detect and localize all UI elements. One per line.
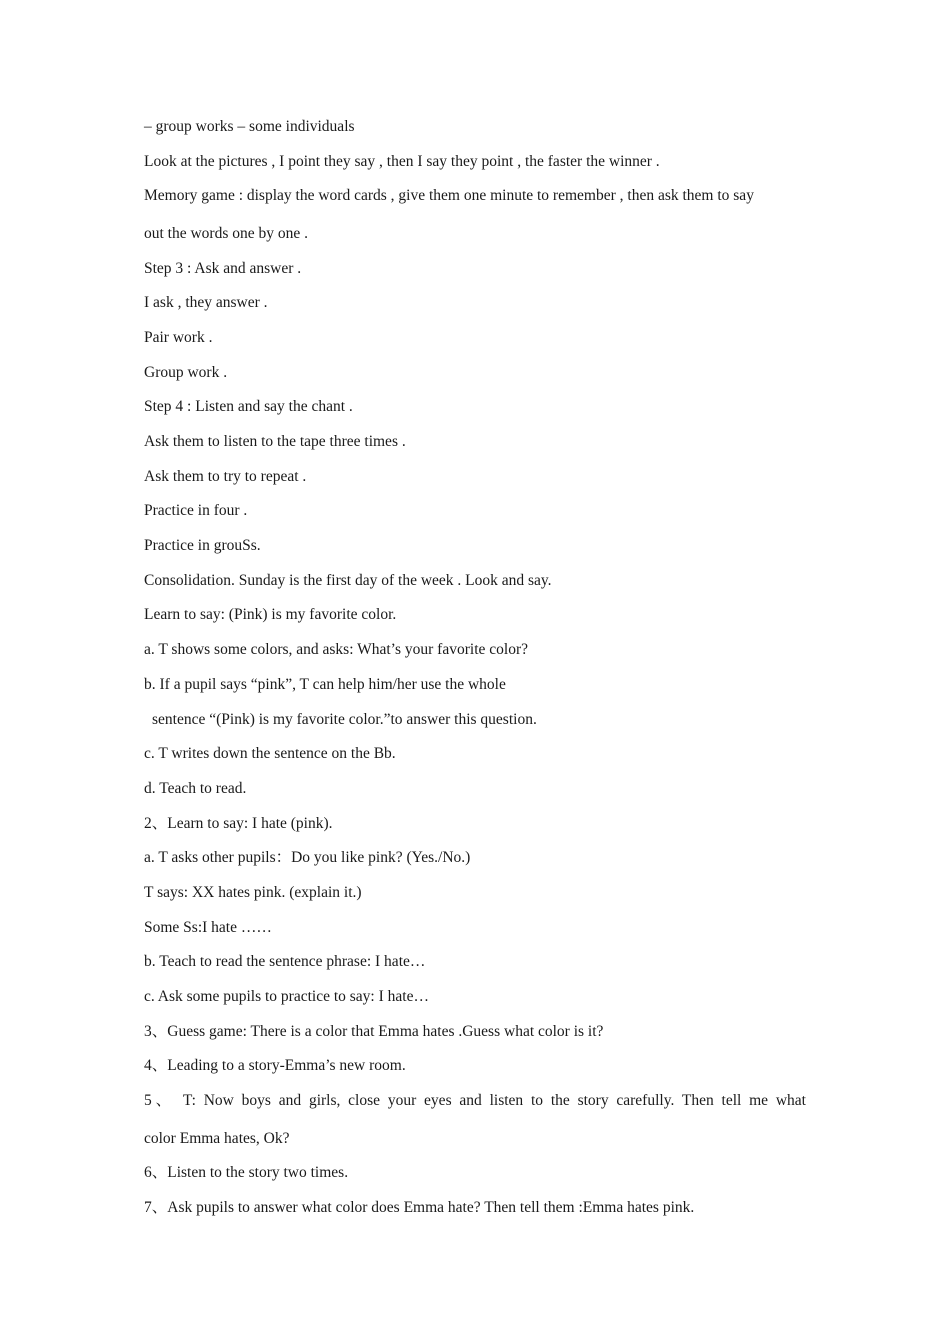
text-line: Ask them to try to repeat . [144,467,307,485]
text-line: Step 3 : Ask and answer . [144,259,302,277]
text-line: a. T asks other pupils：Do you like pink? (Yes./No.) [144,849,471,867]
text-line: b. If a pupil says “pink”, T can help him/her use the whole [144,675,506,693]
text-line: 3、Guess game: There is a color that Emma hates .Guess what color is it? [144,1022,604,1040]
text-line: T says: XX hates pink. (explain it.) [144,883,362,901]
text-line: b. Teach to read the sentence phrase: I hate… [144,953,426,971]
text-line: Ask them to listen to the tape three times . [144,433,406,450]
text-line: Practice in grouSs. [144,537,261,555]
text-line: a. T shows some colors, and asks: What’s your favorite color? [144,641,528,659]
text-line: 4、Leading to a story-Emma’s new room. [144,1057,406,1075]
text-line: 5、 T: Now boys and girls, close your eyes and listen to the story carefully. Then tell me what [144,1092,806,1110]
text-line: I ask , they answer . [144,294,268,312]
text-line: Learn to say: (Pink) is my favorite color. [144,606,397,624]
text-line: color Emma hates, Ok? [144,1129,290,1147]
text-line: sentence “(Pink) is my favorite color.”to answer this question. [152,710,537,728]
text-line: out the words one by one . [144,224,309,242]
text-line: c. Ask some pupils to practice to say: I hate… [144,988,429,1005]
text-line: 2、Learn to say: I hate (pink). [144,814,333,832]
text-line: Look at the pictures , I point they say , then I say they point , the faster the winner . [144,152,660,170]
text-line: d. Teach to read. [144,779,247,797]
text-line: Practice in four . [144,502,248,520]
text-line: Consolidation. Sunday is the first day of the week . Look and say. [144,571,552,589]
text-line: 6、Listen to the story two times. [144,1164,349,1182]
text-line: c. T writes down the sentence on the Bb. [144,745,396,763]
text-line: Group work . [144,363,228,381]
text-line: – group works – some individuals [144,118,355,135]
text-line: Memory game : display the word cards , give them one minute to remember , then ask them to say [144,187,754,205]
document-body [144,116,806,1232]
text-line: Pair work . [144,328,213,346]
text-line: Step 4 : Listen and say the chant . [144,398,353,416]
text-line: 7、Ask pupils to answer what color does Emma hate? Then tell them :Emma hates pink. [144,1198,695,1216]
text-line: Some Ss:I hate …… [144,918,272,936]
